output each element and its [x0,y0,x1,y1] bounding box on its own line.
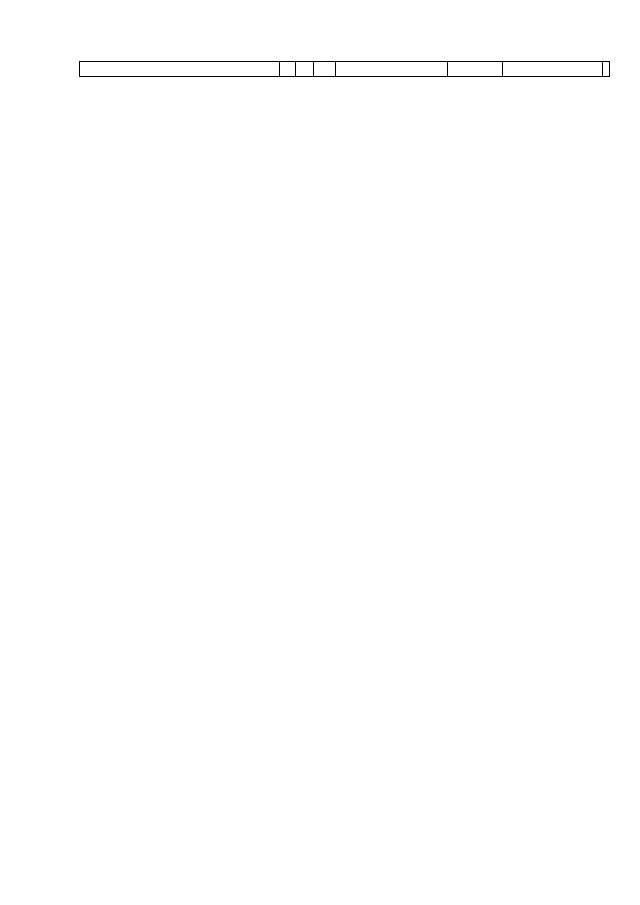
header-col-4 [313,62,336,76]
table-header [79,61,610,77]
header-col-2 [279,62,296,76]
header-col-5 [335,62,448,76]
header-col-1 [80,62,279,76]
header-col-3 [295,62,314,76]
header-col-7 [502,62,603,76]
header-col-6 [447,62,503,76]
